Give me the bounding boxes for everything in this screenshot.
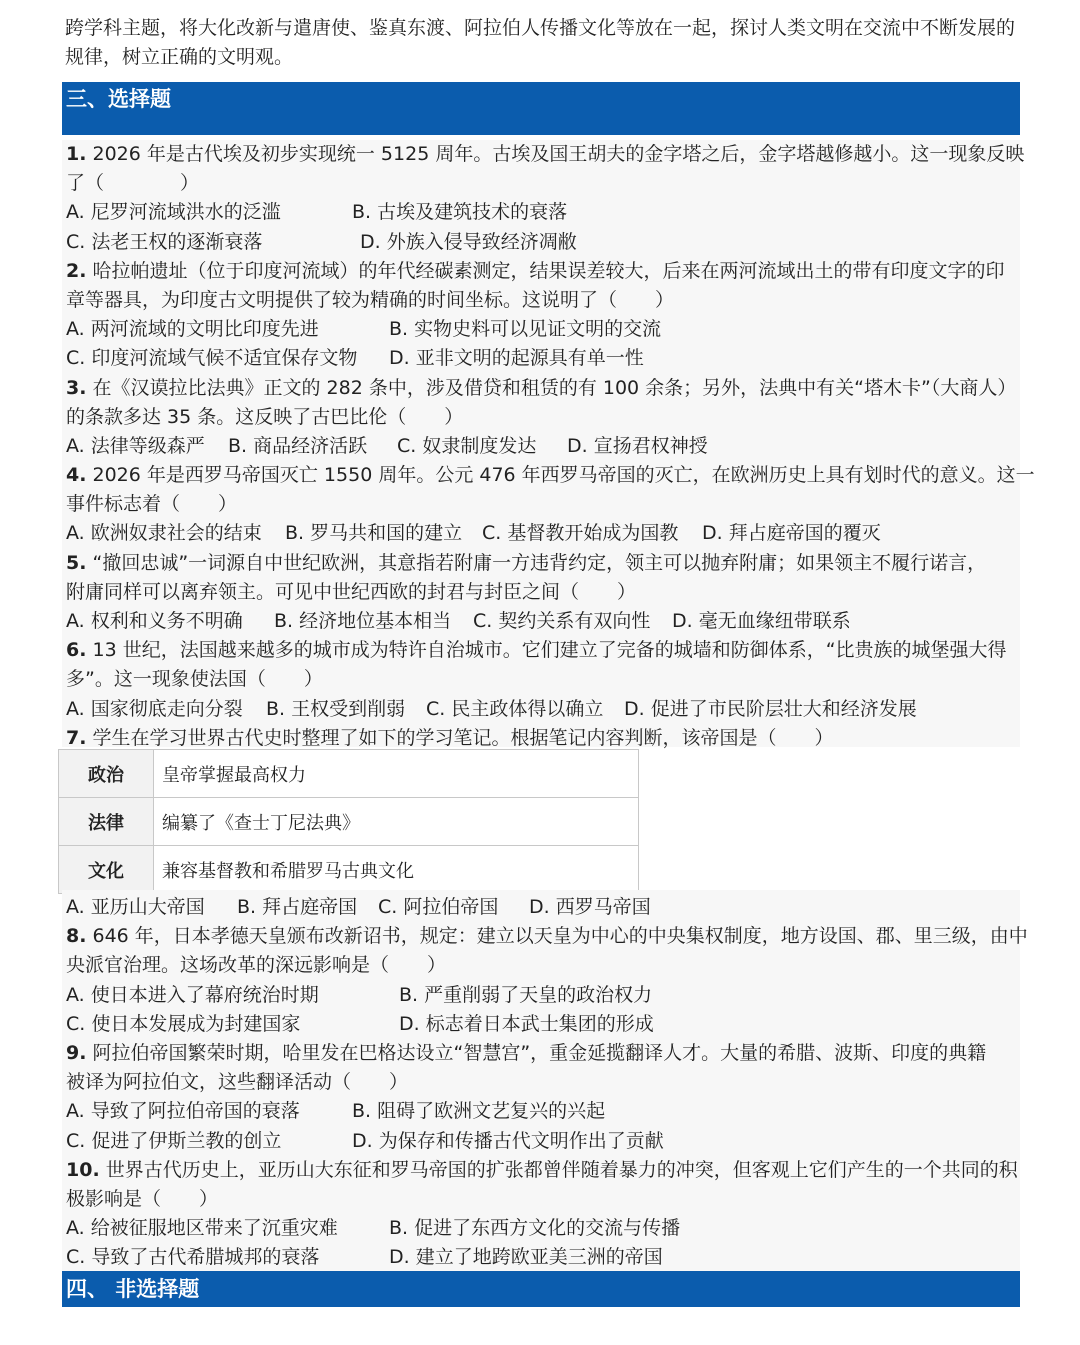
option-b: B. 罗马共和国的建立 xyxy=(285,522,463,545)
option-d: D. 拜占庭帝国的覆灭 xyxy=(702,522,881,545)
option-d: D. 西罗马帝国 xyxy=(529,896,651,918)
option-a: A. 欧洲奴隶社会的结束 xyxy=(66,522,262,545)
option-b: B. 古埃及建筑技术的衰落 xyxy=(352,201,568,224)
question-number: 5. xyxy=(66,551,87,574)
table-value: 编纂了《查士丁尼法典》 xyxy=(154,798,639,846)
options-row xyxy=(66,519,1020,548)
option-a: A. 亚历山大帝国 xyxy=(66,896,205,918)
options-row xyxy=(66,1243,1020,1272)
question-6-stem xyxy=(66,636,1020,665)
table-row xyxy=(59,846,639,894)
options-row xyxy=(66,1010,1020,1039)
question-text-cont: 附庸同样可以离弃领主。可见中世纪西欧的封君与封臣之间（ ） xyxy=(66,580,637,603)
intro-line: 规律，树立正确的文明观。 xyxy=(65,46,294,68)
option-c: C. 阿拉伯帝国 xyxy=(378,896,499,918)
table-row xyxy=(59,750,639,798)
options-row xyxy=(66,607,1020,636)
question-10-stem xyxy=(66,1156,1020,1185)
question-number: 10. xyxy=(66,1158,100,1181)
option-c: C. 促进了伊斯兰教的创立 xyxy=(66,1129,282,1152)
intro-paragraph xyxy=(65,14,1020,72)
option-b: B. 实物史料可以见证文明的交流 xyxy=(389,318,662,341)
option-c: C. 民主政体得以确立 xyxy=(426,697,604,720)
option-b: B. 拜占庭帝国 xyxy=(237,896,358,918)
question-block-1-7 xyxy=(62,140,1035,749)
option-c: C. 基督教开始成为国教 xyxy=(482,522,679,545)
table-value: 兼容基督教和希腊罗马古典文化 xyxy=(154,846,639,894)
question-text-cont: 章等器具，为印度古文明提供了较为精确的时间坐标。这说明了（ ） xyxy=(66,288,675,311)
question-text-cont: 多”。这一现象使法国（ ） xyxy=(66,668,323,691)
question-text: 646 年，日本孝德天皇颁布改新诏书，规定：建立以天皇为中心的中央集权制度，地方设国、郡、里三级，由中 xyxy=(86,925,1028,948)
option-c: C. 奴隶制度发达 xyxy=(397,434,537,457)
question-block-7-10 xyxy=(62,890,1028,1271)
option-d: D. 外族入侵导致经济凋敝 xyxy=(360,230,577,253)
question-text-cont: 了（ ） xyxy=(66,172,200,195)
option-d: D. 亚非文明的起源具有单一性 xyxy=(389,347,644,370)
options-row xyxy=(66,1097,1020,1126)
question-text-cont: 被译为阿拉伯文，这些翻译活动（ ） xyxy=(66,1071,409,1094)
option-d: D. 建立了地跨欧亚美三洲的帝国 xyxy=(389,1246,663,1269)
question-4-stem xyxy=(66,461,1035,490)
table-key: 政治 xyxy=(59,750,154,798)
option-a: A. 法律等级森严 xyxy=(66,434,205,457)
options-row xyxy=(66,1127,1020,1156)
option-b: B. 王权受到削弱 xyxy=(266,697,406,720)
option-a: A. 尼罗河流域洪水的泛滥 xyxy=(66,201,281,224)
section-header-non-choice: 四、 非选择题 xyxy=(62,1271,1020,1307)
option-c: C. 使日本发展成为封建国家 xyxy=(66,1012,301,1035)
option-d: D. 促进了市民阶层壮大和经济发展 xyxy=(624,697,917,720)
option-a: A. 导致了阿拉伯帝国的衰落 xyxy=(66,1100,300,1123)
question-number: 6. xyxy=(66,639,87,662)
question-number: 4. xyxy=(66,464,87,487)
question-8-stem xyxy=(66,922,1028,951)
options-row xyxy=(66,893,1020,922)
option-c: C. 印度河流域气候不适宜保存文物 xyxy=(66,347,358,370)
option-c: C. 法老王权的逐渐衰落 xyxy=(66,230,263,253)
question-text: 2026 年是古代埃及初步实现统一 5125 周年。古埃及国王胡夫的金字塔之后，金字塔越修越小。这一现象反映 xyxy=(86,143,1025,165)
option-d: D. 毫无血缘纽带联系 xyxy=(672,610,851,632)
question-text-cont: 事件标志着（ ） xyxy=(66,493,238,516)
question-text-cont: 极影响是（ ） xyxy=(66,1187,219,1210)
option-b: B. 经济地位基本相当 xyxy=(274,610,452,632)
question-number: 9. xyxy=(66,1041,87,1064)
study-notes-table xyxy=(58,749,639,894)
option-b: B. 商品经济活跃 xyxy=(228,434,368,457)
question-text: 2026 年是西罗马帝国灭亡 1550 周年。公元 476 年西罗马帝国的灭亡，在欧洲历史上具有划时代的意义。这一 xyxy=(86,464,1035,487)
table-row xyxy=(59,798,639,846)
option-a: A. 使日本进入了幕府统治时期 xyxy=(66,983,319,1006)
options-row xyxy=(66,695,1020,724)
question-text: 世界古代历史上，亚历山大东征和罗马帝国的扩张都曾伴随着暴力的冲突，但客观上它们产生的一个共同的积 xyxy=(99,1158,1018,1181)
question-text-cont: 的条款多达 35 条。这反映了古巴比伦（ ） xyxy=(66,405,464,428)
option-d: D. 标志着日本武士集团的形成 xyxy=(399,1012,654,1035)
option-c: C. 契约关系有双向性 xyxy=(473,610,651,632)
table-key: 文化 xyxy=(59,846,154,894)
table-value: 皇帝掌握最高权力 xyxy=(154,750,639,798)
options-row xyxy=(66,228,1020,257)
question-number: 7. xyxy=(66,726,87,749)
options-row xyxy=(66,315,1020,344)
question-text: “撤回忠诚”一词源自中世纪欧洲，其意指若附庸一方违背约定，领主可以抛弃附庸；如果领主不履行诺言， xyxy=(86,551,987,574)
question-number: 3. xyxy=(66,376,87,399)
options-row xyxy=(66,432,1020,461)
options-row xyxy=(66,198,1020,227)
question-text: 阿拉伯帝国繁荣时期，哈里发在巴格达设立“智慧宫”，重金延揽翻译人才。大量的希腊、波斯、印度的典籍 xyxy=(86,1041,987,1064)
question-9-stem xyxy=(66,1039,1020,1068)
question-5-stem xyxy=(66,549,1020,578)
options-row xyxy=(66,1214,1020,1243)
option-d: D. 宣扬君权神授 xyxy=(567,434,708,457)
options-row xyxy=(66,981,1020,1010)
question-1-stem xyxy=(66,140,1025,169)
option-a: A. 国家彻底走向分裂 xyxy=(66,697,243,720)
option-a: A. 两河流域的文明比印度先进 xyxy=(66,318,319,341)
question-text: 13 世纪，法国越来越多的城市成为特许自治城市。它们建立了完备的城墙和防御体系，“比贵族的城堡强大得 xyxy=(86,639,1007,662)
question-number: 8. xyxy=(66,925,87,948)
option-b: B. 促进了东西方文化的交流与传播 xyxy=(389,1217,681,1240)
question-text: 学生在学习世界古代史时整理了如下的学习笔记。根据笔记内容判断，该帝国是（ ） xyxy=(86,726,834,749)
option-c: C. 导致了古代希腊城邦的衰落 xyxy=(66,1246,320,1269)
option-a: A. 给被征服地区带来了沉重灾难 xyxy=(66,1217,338,1240)
question-3-stem xyxy=(66,374,1020,403)
option-a: A. 权利和义务不明确 xyxy=(66,610,243,632)
intro-line: 跨学科主题，将大化改新与遣唐使、鉴真东渡、阿拉伯人传播文化等放在一起，探讨人类文明在交流中不断发展的 xyxy=(65,17,1016,39)
question-2-stem xyxy=(66,257,1020,286)
question-text-cont: 央派官治理。这场改革的深远影响是（ ） xyxy=(66,954,447,977)
question-text: 哈拉帕遗址（位于印度河流域）的年代经碳素测定，结果误差较大，后来在两河流域出土的带有印度文字的印 xyxy=(86,259,1005,282)
option-d: D. 为保存和传播古代文明作出了贡献 xyxy=(352,1129,664,1152)
table-key: 法律 xyxy=(59,798,154,846)
options-row xyxy=(66,344,1020,373)
question-number: 1. xyxy=(66,143,87,165)
option-b: B. 阻碍了欧洲文艺复兴的兴起 xyxy=(352,1100,606,1123)
option-b: B. 严重削弱了天皇的政治权力 xyxy=(399,983,653,1006)
question-text: 在《汉谟拉比法典》正文的 282 条中，涉及借贷和租赁的有 100 余条；另外，法典中有关“塔木卡”（大商人） xyxy=(86,376,1017,399)
question-number: 2. xyxy=(66,259,87,282)
section-header-choice: 三、选择题 xyxy=(62,82,1020,135)
